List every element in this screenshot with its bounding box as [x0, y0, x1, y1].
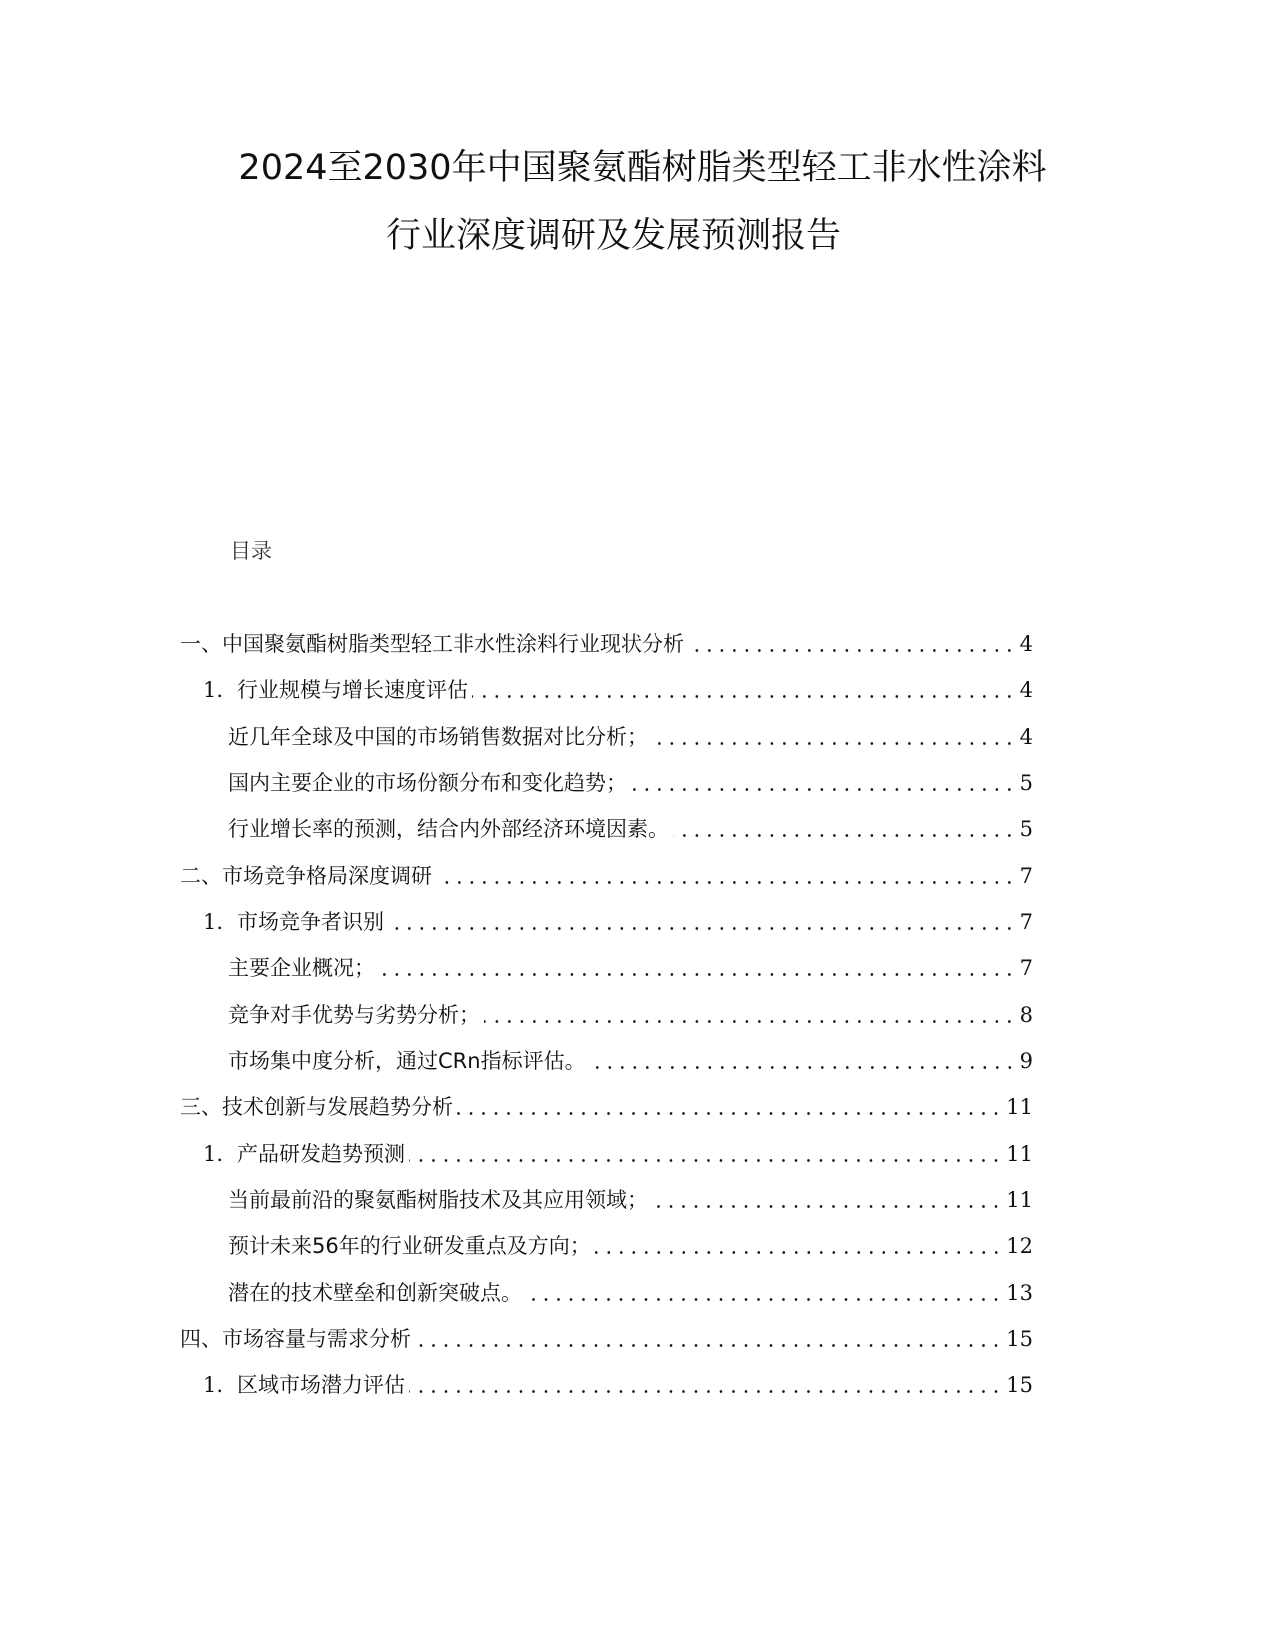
toc-dot-leader	[436, 861, 1016, 891]
toc-page-number: 4	[1019, 725, 1033, 749]
toc-entry-section-3-1[interactable]	[203, 1137, 1033, 1169]
toc-page-number: 7	[1019, 956, 1033, 980]
toc-dot-leader	[688, 629, 1016, 659]
toc-dot-leader	[415, 1324, 1002, 1354]
toc-entry-chapter-1[interactable]	[180, 627, 1033, 659]
toc-entry-item[interactable]	[228, 951, 1033, 983]
toc-entry-item[interactable]	[228, 766, 1033, 798]
toc-entry-label: 三、技术创新与发展趋势分析	[180, 1095, 453, 1119]
toc-page-number: 5	[1019, 817, 1033, 841]
toc-entry-number: 1.	[203, 1373, 224, 1397]
toc-dot-leader	[631, 768, 1016, 798]
toc-page-number: 7	[1019, 910, 1033, 934]
toc-entry-label: 国内主要企业的市场份额分布和变化趋势；	[228, 771, 627, 795]
toc-entry-number: 1.	[203, 910, 224, 934]
toc-dot-leader	[409, 1370, 1002, 1400]
toc-entry-label: 近几年全球及中国的市场销售数据对比分析；	[228, 725, 648, 749]
toc-dot-leader	[595, 1231, 1003, 1261]
toc-entry-label: 行业规模与增长速度评估	[237, 678, 469, 702]
toc-entry-chapter-3[interactable]	[180, 1090, 1033, 1122]
toc-dot-leader	[472, 675, 1016, 705]
toc-page-number: 4	[1019, 632, 1033, 656]
toc-entry-item[interactable]	[228, 1276, 1033, 1308]
toc-page-number: 15	[1006, 1327, 1033, 1351]
toc-entry-label: 预计未来56年的行业研发重点及方向；	[228, 1234, 591, 1258]
toc-entry-item[interactable]	[228, 998, 1033, 1030]
toc-entry-label: 产品研发趋势预测	[237, 1142, 406, 1166]
document-title-line-1: 2024至2030年中国聚氨酯树脂类型轻工非水性涂料	[238, 148, 1047, 188]
toc-entry-label: 当前最前沿的聚氨酯树脂技术及其应用领域；	[228, 1188, 648, 1212]
toc-dot-leader	[526, 1278, 1002, 1308]
toc-entry-item[interactable]	[228, 812, 1033, 844]
toc-page-number: 11	[1006, 1095, 1033, 1119]
toc-heading: 目录	[230, 539, 272, 563]
toc-entry-label: 主要企业概况；	[228, 956, 375, 980]
toc-dot-leader	[652, 1185, 1002, 1215]
toc-entry-label: 一、中国聚氨酯树脂类型轻工非水性涂料行业现状分析	[180, 632, 684, 656]
toc-page-number: 13	[1006, 1281, 1033, 1305]
toc-page-number: 15	[1006, 1373, 1033, 1397]
toc-entry-chapter-4[interactable]	[180, 1322, 1033, 1354]
toc-page-number: 5	[1019, 771, 1033, 795]
toc-entry-section-1-1[interactable]	[203, 673, 1033, 705]
toc-entry-item[interactable]	[228, 1229, 1033, 1261]
toc-entry-label: 区域市场潜力评估	[237, 1373, 406, 1397]
toc-entry-chapter-2[interactable]	[180, 859, 1033, 891]
toc-dot-leader	[388, 907, 1016, 937]
toc-entry-item[interactable]	[228, 1183, 1033, 1215]
toc-entry-label: 市场集中度分析，通过CRn指标评估。	[228, 1049, 586, 1073]
toc-dot-leader	[379, 953, 1016, 983]
toc-entry-label: 市场竞争者识别	[237, 910, 385, 934]
toc-entry-section-4-1[interactable]	[203, 1368, 1033, 1400]
toc-dot-leader	[673, 814, 1016, 844]
toc-page-number: 4	[1019, 678, 1033, 702]
toc-page-number: 7	[1019, 864, 1033, 888]
document-title-line-2: 行业深度调研及发展预测报告	[385, 216, 841, 256]
toc-page-number: 8	[1019, 1003, 1033, 1027]
toc-entry-label: 竞争对手优势与劣势分析；	[228, 1003, 480, 1027]
toc-entry-label: 潜在的技术壁垒和创新突破点。	[228, 1281, 522, 1305]
toc-dot-leader	[590, 1046, 1016, 1076]
toc-entry-label: 四、市场容量与需求分析	[180, 1327, 411, 1351]
toc-page-number: 11	[1006, 1188, 1033, 1212]
toc-page-number: 12	[1006, 1234, 1033, 1258]
toc-entry-number: 1.	[203, 1142, 224, 1166]
toc-dot-leader	[457, 1092, 1002, 1122]
toc-dot-leader	[484, 1000, 1016, 1030]
toc-entry-item[interactable]	[228, 720, 1033, 752]
toc-dot-leader	[652, 722, 1016, 752]
toc-page-number: 11	[1006, 1142, 1033, 1166]
toc-dot-leader	[409, 1139, 1002, 1169]
toc-entry-label: 行业增长率的预测，结合内外部经济环境因素。	[228, 817, 669, 841]
toc-entry-item[interactable]	[228, 1044, 1033, 1076]
toc-page-number: 9	[1019, 1049, 1033, 1073]
toc-entry-number: 1.	[203, 678, 224, 702]
toc-entry-label: 二、市场竞争格局深度调研	[180, 864, 432, 888]
toc-entry-section-2-1[interactable]	[203, 905, 1033, 937]
